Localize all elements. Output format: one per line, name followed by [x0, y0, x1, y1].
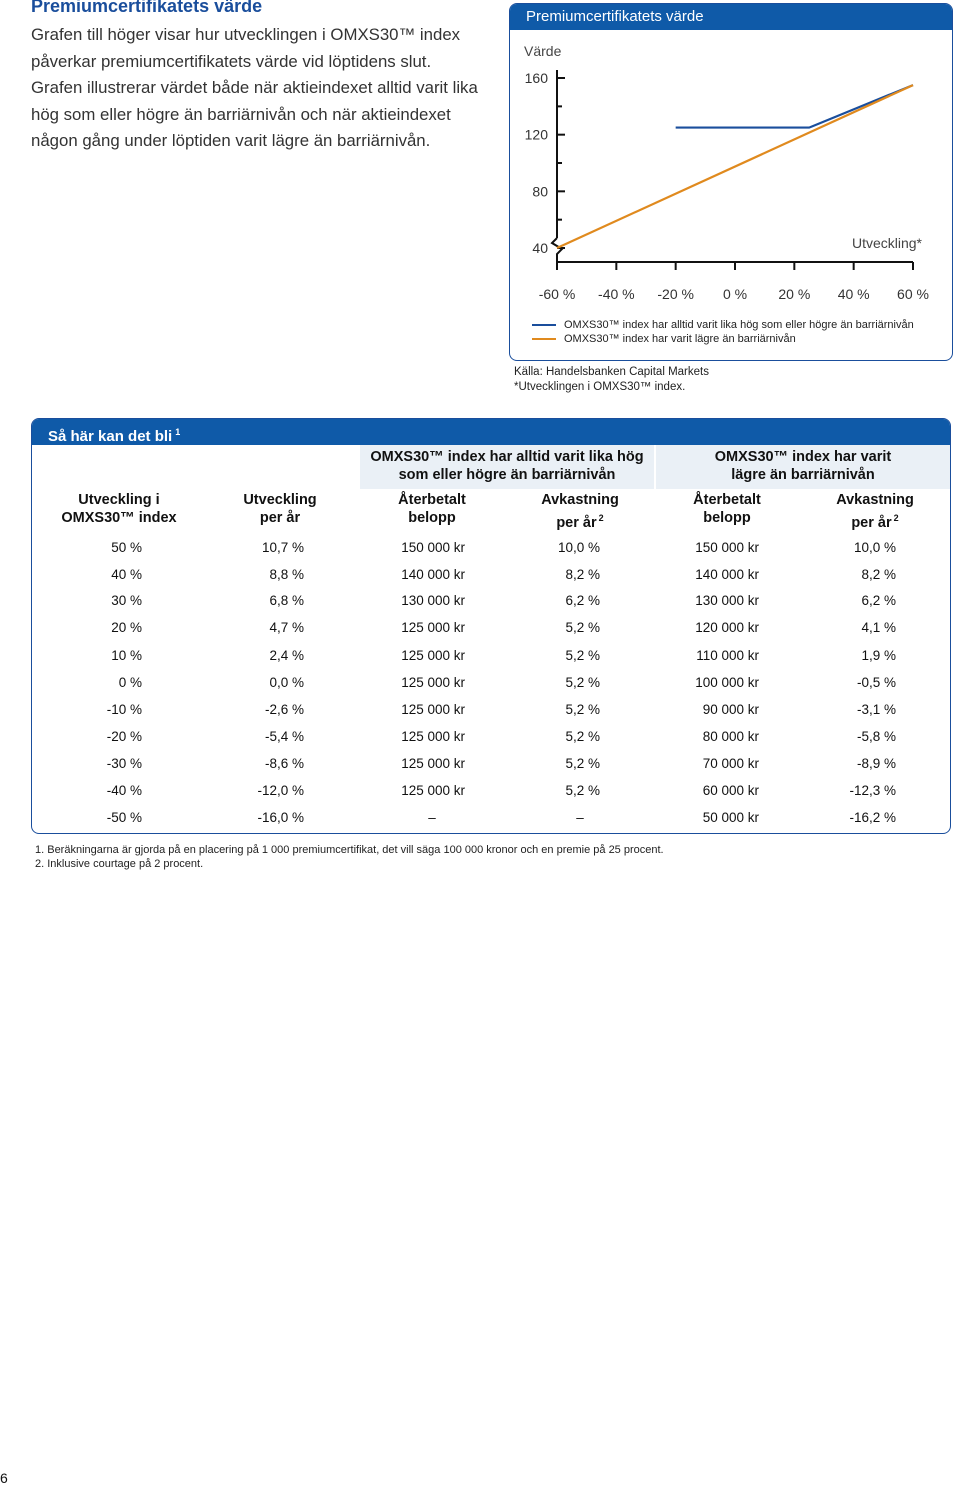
table-cell: 5,2 %: [565, 729, 600, 744]
table-cell: 6,2 %: [565, 593, 600, 608]
table-cell: 140 000 kr: [695, 567, 759, 582]
table-cell: 70 000 kr: [702, 756, 759, 771]
footnote-1: 1. Beräkningarna är gjorda på en placering på 1 000 premiumcertifikat, det vill säga 100 000 kronor och en premie på 25 procent.: [35, 844, 664, 856]
table-cell: 5,2 %: [565, 648, 600, 663]
x-tick-label: -40 %: [598, 286, 635, 302]
table-cell: 6,2 %: [861, 593, 896, 608]
table-cell: 10,0 %: [853, 540, 896, 555]
table-cell: 10,7 %: [261, 540, 304, 555]
table-cell: 40 %: [111, 567, 142, 582]
table-cell: 125 000 kr: [401, 756, 465, 771]
table-cell: 140 000 kr: [401, 567, 465, 582]
table-cell: 50 %: [111, 540, 142, 555]
table-cell: 4,1 %: [861, 620, 896, 635]
table-cell: 8,2 %: [565, 567, 600, 582]
table-cell: 125 000 kr: [401, 675, 465, 690]
table-cell: -16,2 %: [849, 810, 896, 825]
table-title-text: Så här kan det bli: [48, 428, 173, 445]
legend-swatch: [532, 338, 556, 340]
table-cell: 150 000 kr: [401, 540, 465, 555]
table-cell: 80 000 kr: [702, 729, 759, 744]
table-cell: 50 000 kr: [702, 810, 759, 825]
table-cell: -8,9 %: [856, 756, 896, 771]
table-cell: 5,2 %: [565, 675, 600, 690]
column-header: Avkastning per år $^2$: [541, 492, 619, 531]
x-tick-label: 0 %: [722, 286, 748, 302]
column-header: Utveckling per år: [243, 492, 317, 526]
table-cell: 120 000 kr: [695, 620, 759, 635]
table-cell: 125 000 kr: [401, 648, 465, 663]
footnotes: [35, 843, 664, 871]
table-cell: -20 %: [106, 729, 142, 744]
table-cell: 6,8 %: [269, 593, 304, 608]
table-cell: 8,8 %: [269, 567, 304, 582]
table-cell: 125 000 kr: [401, 620, 465, 635]
legend-label: OMXS30™ index har varit lägre än barriärnivån: [564, 333, 796, 345]
y-tick-label: 80: [532, 183, 548, 200]
table-cell: 125 000 kr: [401, 729, 465, 744]
table-cell: 150 000 kr: [695, 540, 759, 555]
series-line-above-barrier: [676, 85, 913, 128]
table-cell: -12,0 %: [257, 783, 304, 798]
table-cell: -50 %: [106, 810, 142, 825]
chart-source: [514, 365, 709, 395]
table-cell: -5,8 %: [856, 729, 896, 744]
table-cell: 10 %: [111, 648, 142, 663]
intro-paragraph: Grafen till höger visar hur utvecklingen i OMXS30™ index påverkar premiumcertifikatets värde vid löptidens slut. Grafen illustrerar värdet både när aktieindexet alltid varit lika hög som eller högre än barriärnivån och när aktieindexet någon gång under löptiden varit lägre än barriärnivån.: [31, 25, 478, 150]
x-tick-label: -60 %: [538, 286, 576, 302]
x-axis-label: Utveckling*: [851, 235, 922, 251]
table-cell: 125 000 kr: [401, 783, 465, 798]
line-chart: [510, 30, 952, 320]
x-tick-label: -20 %: [657, 286, 694, 302]
legend-item-blue: [532, 318, 914, 332]
table-cell: 130 000 kr: [695, 593, 759, 608]
table-cell: -5,4 %: [264, 729, 304, 744]
table-cell: -3,1 %: [856, 702, 896, 717]
table-cell: 5,2 %: [565, 756, 600, 771]
table-title: [32, 419, 950, 445]
table-cell: 8,2 %: [861, 567, 896, 582]
table-cell: -10 %: [106, 702, 142, 717]
scenario-table: [31, 418, 951, 834]
chart-panel: [509, 3, 953, 361]
series-line-below-barrier: [557, 85, 913, 248]
section-heading: Premiumcertifikatets värde: [31, 0, 263, 16]
table-cell: -2,6 %: [264, 702, 304, 717]
table-cell: 90 000 kr: [702, 702, 759, 717]
y-tick-label: 40: [532, 240, 548, 256]
table-cell: -0,5 %: [856, 675, 896, 690]
legend-swatch: [532, 324, 556, 326]
table-cell: –: [576, 810, 584, 825]
column-header: Återbetalt belopp: [693, 492, 761, 526]
chart-legend: [532, 318, 914, 346]
source-text: Källa: Handelsbanken Capital Markets: [514, 366, 709, 378]
table-cell: -12,3 %: [849, 783, 896, 798]
table-cell: 60 000 kr: [702, 783, 759, 798]
group-header-below-barrier: OMXS30™ index har varit lägre än barriärnivån: [656, 445, 950, 489]
table-cell: 10,0 %: [557, 540, 600, 555]
table-cell: -16,0 %: [257, 810, 304, 825]
table-cell: 125 000 kr: [401, 702, 465, 717]
legend-label: OMXS30™ index har alltid varit lika hög som eller högre än barriärnivån: [564, 319, 914, 331]
y-axis-label: Värde: [524, 43, 562, 59]
table-cell: 30 %: [111, 593, 142, 608]
table-cell: 4,7 %: [269, 620, 304, 635]
x-tick-label: 40 %: [837, 286, 870, 302]
table-cell: -30 %: [106, 756, 142, 771]
table-title-sup: 1: [175, 427, 181, 437]
table-cell: 110 000 kr: [696, 648, 759, 663]
column-header: Återbetalt belopp: [398, 492, 466, 526]
group-header-above-barrier: OMXS30™ index har alltid varit lika hög som eller högre än barriärnivån: [360, 445, 654, 489]
legend-item-orange: [532, 332, 914, 346]
x-tick-label: 20 %: [778, 286, 811, 302]
table-cell: –: [428, 810, 436, 825]
y-tick-label: 120: [524, 126, 548, 143]
axis-break: [552, 238, 562, 262]
page-number: 6: [0, 1470, 8, 1486]
table-cell: -40 %: [106, 783, 142, 798]
table-cell: 0,0 %: [269, 675, 304, 690]
table-cell: 5,2 %: [565, 783, 600, 798]
table-cell: 1,9 %: [861, 648, 896, 663]
table-cell: 130 000 kr: [401, 593, 465, 608]
column-header: Avkastning per år $^2$: [836, 492, 914, 531]
source-note: *Utvecklingen i OMXS30™ index.: [514, 381, 686, 393]
y-tick-label: 160: [524, 70, 548, 86]
table-cell: -8,6 %: [264, 756, 304, 771]
table-cell: 5,2 %: [565, 620, 600, 635]
table-cell: 100 000 kr: [695, 675, 759, 690]
footnote-2: 2. Inklusive courtage på 2 procent.: [35, 858, 204, 870]
chart-title: Premiumcertifikatets värde: [510, 4, 952, 30]
x-tick-label: 60 %: [897, 286, 929, 302]
table-cell: 20 %: [111, 620, 142, 635]
column-header: Utveckling i OMXS30™ index: [61, 492, 177, 526]
table-cell: 0 %: [118, 675, 142, 690]
table-cell: 5,2 %: [565, 702, 600, 717]
table-cell: 2,4 %: [269, 648, 304, 663]
